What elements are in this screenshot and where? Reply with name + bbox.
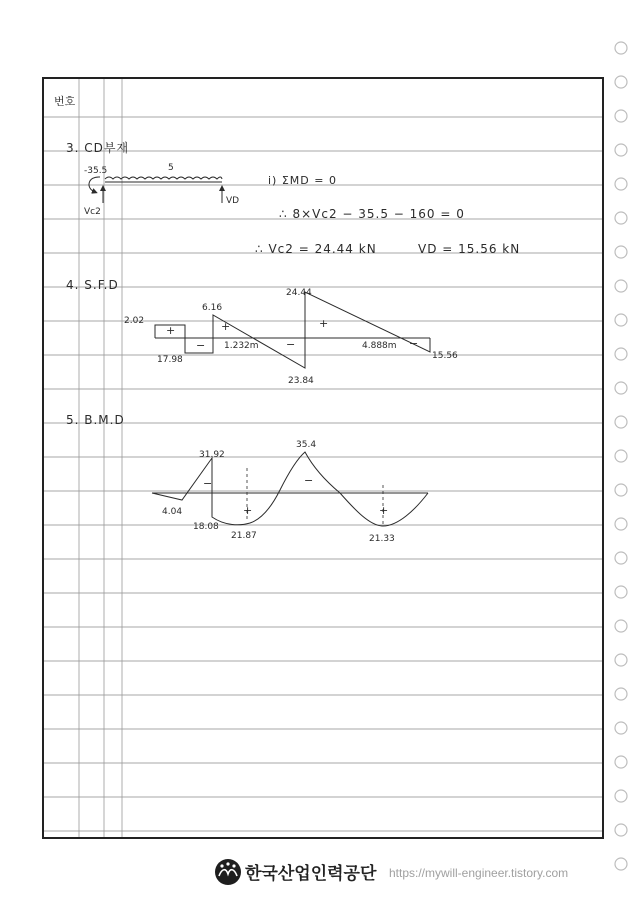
binder-hole [615, 144, 627, 156]
bmd-value-4-04: 4.04 [162, 507, 183, 517]
binder-hole [615, 518, 627, 530]
binder-hole [615, 654, 627, 666]
sfd-value-24-44: 24.44 [286, 288, 312, 298]
sfd-sign-positive: + [221, 320, 231, 333]
result-vc2: ∴ Vc2 = 24.44 kN [255, 242, 377, 256]
binder-hole [615, 178, 627, 190]
bmd-value-21-87: 21.87 [231, 531, 257, 541]
sfd-sign-positive: + [166, 324, 176, 337]
moment-arrow-icon [89, 177, 100, 192]
binder-hole [615, 382, 627, 394]
bmd-sign-positive: + [379, 504, 389, 517]
sfd-zero-distance-1: 1.232m [224, 341, 259, 351]
binder-hole [615, 314, 627, 326]
binder-hole [615, 110, 627, 122]
binder-hole [615, 552, 627, 564]
bmd-value-21-33: 21.33 [369, 534, 395, 544]
sfd-zero-distance-2: 4.888m [362, 341, 397, 351]
organization-name: 한국산업인력공단 [245, 864, 377, 884]
ruled-lines [43, 117, 603, 831]
binder-hole [615, 586, 627, 598]
sfd-value-17-98: 17.98 [157, 355, 183, 365]
section-4-heading: 4. S.F.D [66, 278, 119, 292]
distributed-load-wave [105, 177, 222, 179]
sfd-sign-positive: + [319, 317, 329, 330]
moment-equation: ∴ 8×Vc2 − 35.5 − 160 = 0 [279, 207, 465, 221]
reaction-c-label: Vc2 [84, 207, 101, 217]
bmd-sign-negative: − [304, 474, 314, 487]
reaction-d-label: VD [226, 196, 240, 206]
moment-label: -35.5 [84, 166, 108, 176]
binder-holes [615, 42, 627, 870]
number-label: 번호 [54, 95, 76, 108]
bmd-sign-negative: − [203, 477, 213, 490]
section-cd-member [66, 140, 520, 256]
binder-hole [615, 280, 627, 292]
binder-hole [615, 688, 627, 700]
bmd-sign-positive: + [243, 504, 253, 517]
distributed-load-label: 5 [168, 163, 174, 173]
section-bmd [66, 413, 428, 544]
sfd-value-23-84: 23.84 [288, 376, 314, 386]
footer [215, 859, 568, 885]
binder-hole [615, 42, 627, 54]
binder-hole [615, 620, 627, 632]
binder-hole [615, 416, 627, 428]
sfd-value-6-16: 6.16 [202, 303, 223, 313]
binder-hole [615, 858, 627, 870]
bmd-value-31-92: 31.92 [199, 450, 225, 460]
binder-hole [615, 246, 627, 258]
hrdkorea-logo-icon [215, 859, 241, 885]
sfd-sign-negative: − [196, 339, 206, 352]
binder-hole [615, 790, 627, 802]
binder-hole [615, 76, 627, 88]
sfd-value-15-56: 15.56 [432, 351, 458, 361]
sfd-sign-negative: − [286, 338, 296, 351]
binder-hole [615, 348, 627, 360]
sfd-sign-negative: − [409, 337, 419, 350]
section-5-heading: 5. B.M.D [66, 413, 125, 427]
sfd-diagram-line [155, 292, 430, 368]
section-sfd [66, 278, 458, 386]
sheet-border [43, 78, 603, 838]
binder-hole [615, 212, 627, 224]
result-vd: VD = 15.56 kN [418, 242, 521, 256]
binder-hole [615, 756, 627, 768]
watermark-url: https://mywill-engineer.tistory.com [389, 866, 569, 880]
binder-hole [615, 722, 627, 734]
bmd-value-35-4: 35.4 [296, 440, 317, 450]
bmd-value-18-08: 18.08 [193, 522, 219, 532]
binder-hole [615, 824, 627, 836]
binder-hole [615, 484, 627, 496]
sfd-value-2-02: 2.02 [124, 316, 145, 326]
equilibrium-equation: ⅰ) ΣMD = 0 [268, 174, 337, 187]
binder-hole [615, 450, 627, 462]
section-3-heading: 3. CD부재 [66, 141, 130, 155]
